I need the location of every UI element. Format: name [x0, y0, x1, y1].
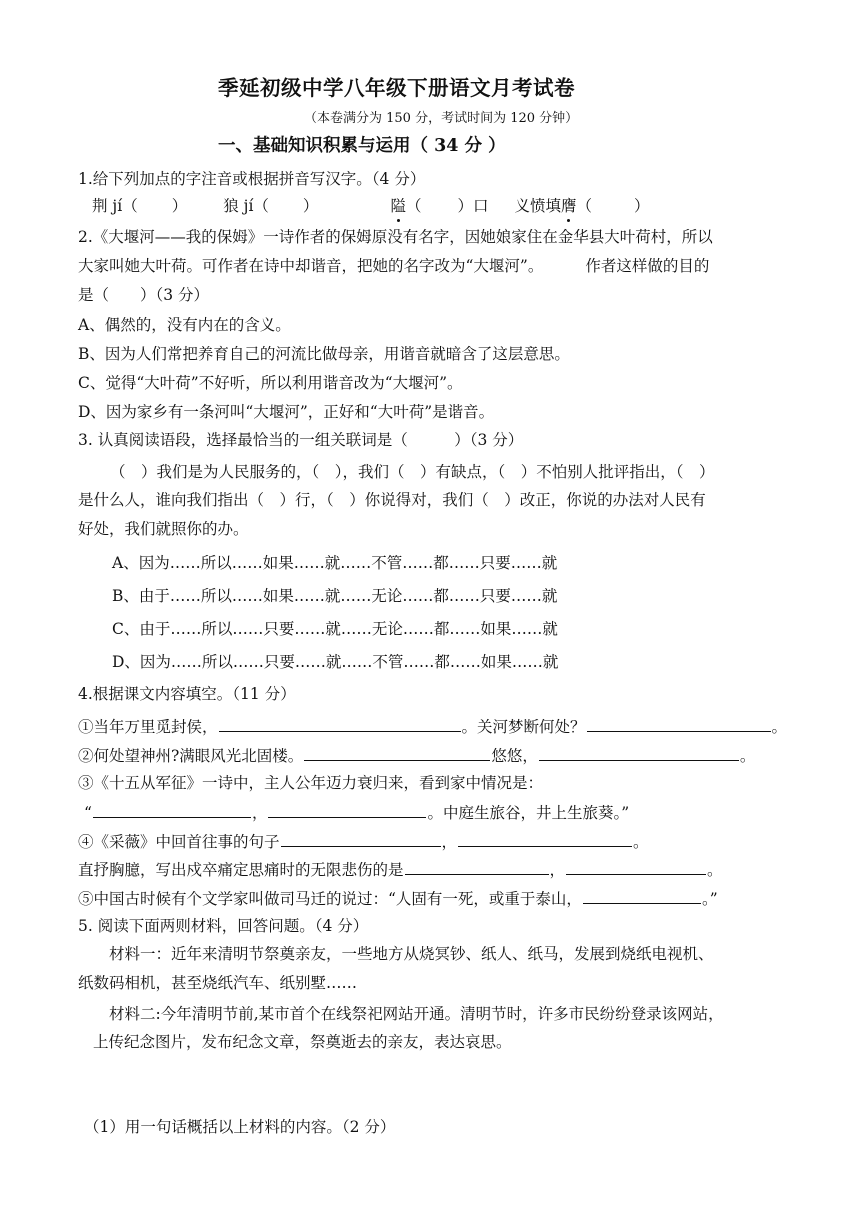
- q3-passage-1: （ ）我们是为人民服务的，（ ），我们（ ）有缺点，（ ）不怕别人批评指出，（ ）: [110, 463, 715, 481]
- answer-blank: [539, 745, 739, 761]
- q2-option-d: D、因为家乡有一条河叫“大堰河”，正好和“大叶荷”是谐音。: [78, 403, 495, 421]
- q5-subquestion-1: （1）用一句话概括以上材料的内容。（2 分）: [84, 1118, 396, 1136]
- q3-option-d: D、因为……所以……只要……就……不管……都……如果……就: [112, 653, 559, 671]
- q2-option-a: A、偶然的，没有内在的含义。: [78, 316, 291, 334]
- q3-stem: 3. 认真阅读语段，选择最恰当的一组关联词是（ ）（3 分）: [78, 431, 524, 449]
- q5-material-1-line-1: 材料一：近年来清明节祭奠亲友，一些地方从烧冥钞、纸人、纸马，发展到烧纸电视机、: [109, 945, 714, 963]
- q5-material-2-line-2: 上传纪念图片，发布纪念文章，祭奠逝去的亲友，表达哀思。: [93, 1033, 512, 1051]
- answer-blank: [268, 802, 426, 818]
- q4-stem: 4.根据课文内容填空。（11 分）: [78, 685, 296, 703]
- q1-stem: 1.给下列加点的字注音或根据拼音写汉字。（4 分）: [78, 170, 426, 188]
- q2-line-1: 2.《大堰河——我的保姆》一诗作者的保姆原没有名字，因她娘家住在金华县大叶荷村，所以: [78, 228, 713, 246]
- q3-passage-2: 是什么人，谁向我们指出（ ）行，（ ）你说得对，我们（ ）改正，你说的办法对人民有: [78, 491, 706, 509]
- q4-line-5: ④《采薇》中回首往事的句子 ， 。: [78, 833, 649, 851]
- q3-option-c: C、由于……所以……只要……就……无论……都……如果……就: [112, 620, 558, 638]
- q4-line-3: ③《十五从军征》一诗中，主人公年迈力衰归来，看到家中情况是：: [78, 774, 544, 792]
- q5-material-2-line-1: 材料二:今年清明节前,某市首个在线祭祀网站开通。清明节时，许多市民纷纷登录该网站，: [109, 1005, 724, 1023]
- q2-option-b: B、因为人们常把养育自己的河流比做母亲，用谐音就暗含了这层意思。: [78, 345, 570, 363]
- answer-blank: [219, 716, 461, 732]
- exam-subtitle: （本卷满分为 150 分，考试时间为 120 分钟）: [304, 111, 579, 126]
- q2-option-c: C、觉得“大叶荷”不好听，所以利用谐音改为“大堰河”。: [78, 374, 463, 392]
- q3-option-b: B、由于……所以……如果……就……无论……都……只要……就: [112, 587, 558, 605]
- answer-blank: [405, 859, 549, 875]
- answer-blank: [583, 888, 701, 904]
- q2-line-2: 大家叫她大叶荷。可作者在诗中却谐音，把她的名字改为“大堰河”。 作者这样做的目的: [78, 257, 710, 275]
- exam-title: 季延初级中学八年级下册语文月考试卷: [218, 76, 575, 100]
- q1-item-d: 义愤填: [514, 197, 561, 215]
- section-heading: 一、基础知识积累与运用（ 34 分 ）: [218, 136, 506, 156]
- answer-blank: [304, 745, 490, 761]
- q4-line-7: ⑤中国古时候有个文学家叫做司马迁的说过：“人固有一死，或重于泰山， 。”: [78, 890, 718, 908]
- answer-blank: [93, 802, 251, 818]
- q5-stem: 5. 阅读下面两则材料，回答问题。（4 分）: [78, 917, 369, 935]
- q3-option-a: A、因为……所以……如果……就……不管……都……只要……就: [112, 554, 558, 572]
- q1-item-a: 荆 jí（: [92, 197, 138, 215]
- q4-line-1: ①当年万里觅封侯， 。关河梦断何处？ 。: [78, 718, 788, 736]
- q4-line-4: “ ， 。中庭生旅谷，井上生旅葵。”: [84, 804, 630, 822]
- q4-line-2: ②何处望神州?满眼风光北固楼。 悠悠， 。: [78, 747, 756, 765]
- q4-line-6: 直抒胸臆，写出戍卒痛定思痛时的无限悲伤的是 ， 。: [78, 861, 723, 879]
- q1-item-c: 隘: [390, 197, 406, 215]
- q1-items: 荆 jí（ ） 狼 jí（ ） 隘（ ）口 义愤填膺（ ）: [92, 197, 650, 215]
- answer-blank: [281, 831, 441, 847]
- q3-passage-3: 好处，我们就照你的办。: [78, 520, 249, 538]
- answer-blank: [566, 859, 706, 875]
- answer-blank: [458, 831, 632, 847]
- q2-line-3: 是（ ）（3 分）: [78, 286, 210, 304]
- q5-material-1-line-2: 纸数码相机，甚至烧纸汽车、纸别墅……: [78, 974, 358, 992]
- answer-blank: [587, 716, 771, 732]
- q1-item-b: 狼 jí（: [223, 197, 269, 215]
